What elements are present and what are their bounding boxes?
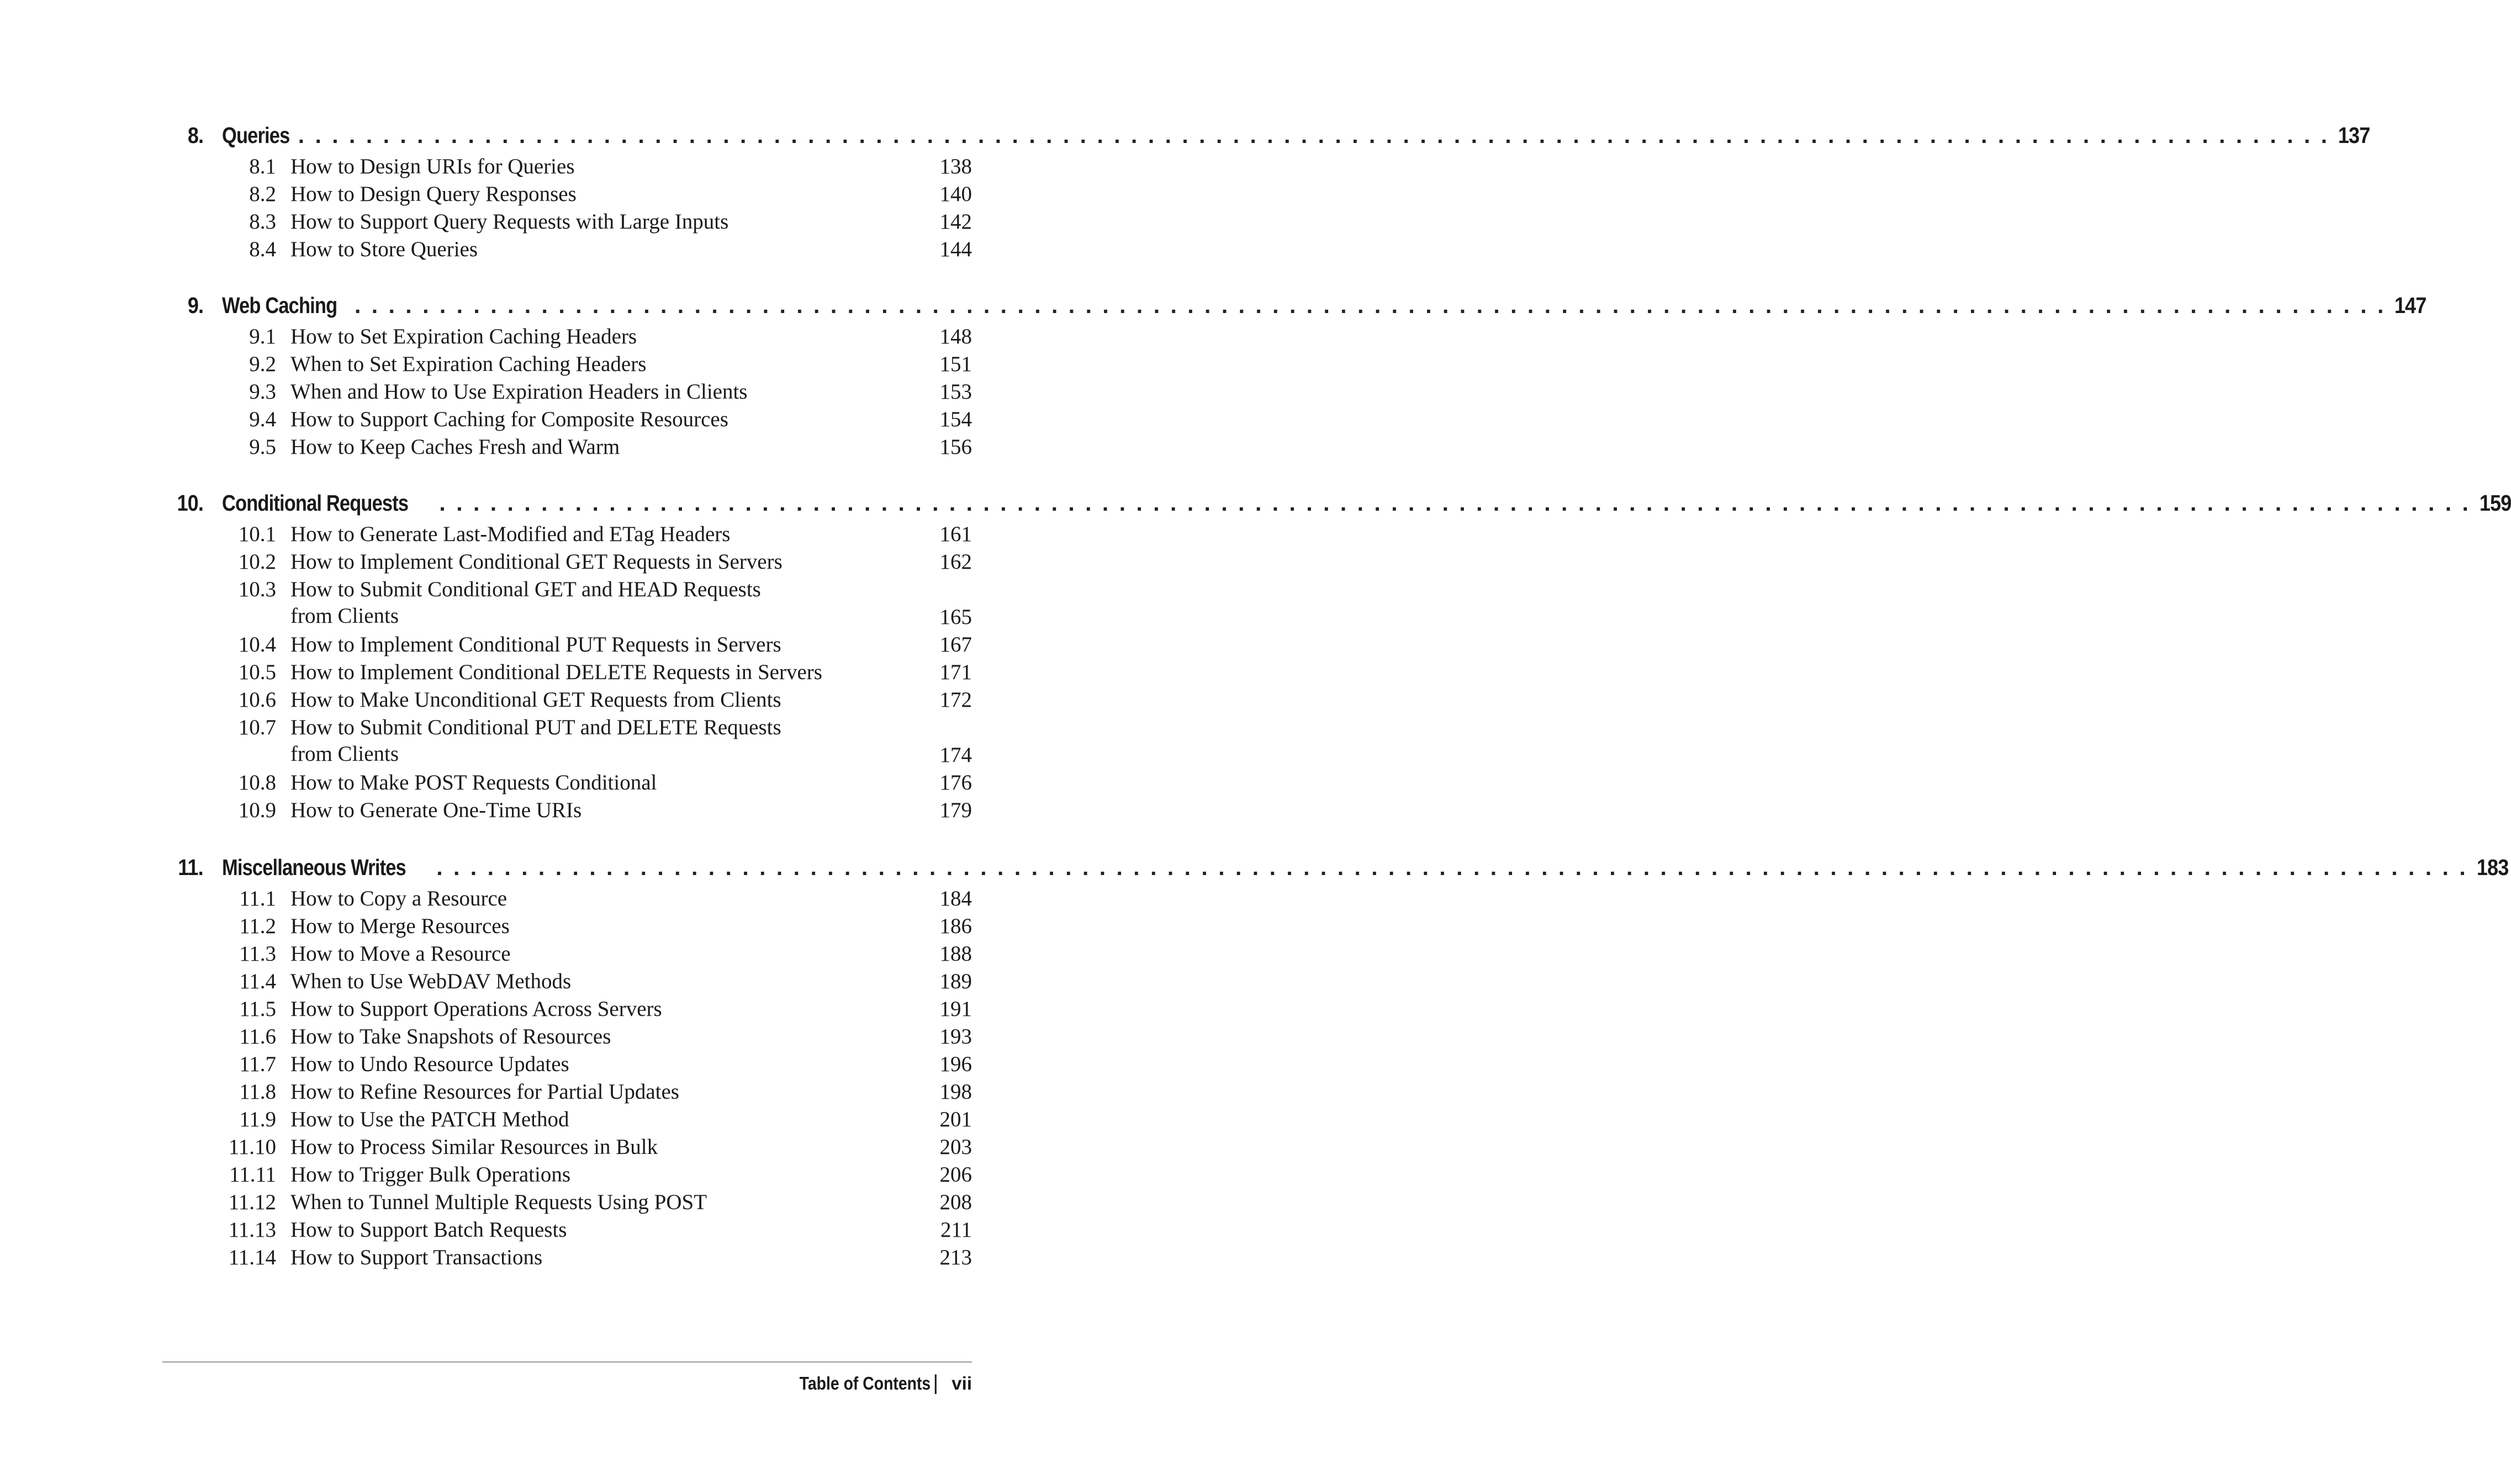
section-number: 11.3 xyxy=(239,942,276,966)
section-number: 11.13 xyxy=(228,1218,276,1242)
section-title: How to Refine Resources for Partial Updates xyxy=(290,1080,679,1104)
section-entry[interactable] xyxy=(0,1051,1131,1078)
section-page-number: 153 xyxy=(939,380,972,404)
section-number: 9.5 xyxy=(249,435,276,459)
section-title: How to Undo Resource Updates xyxy=(290,1052,569,1076)
chapter-title: Conditional Requests xyxy=(222,490,409,516)
section-number: 9.2 xyxy=(249,352,276,376)
section-entry[interactable] xyxy=(0,1217,1131,1243)
section-title: How to Merge Resources xyxy=(290,914,510,938)
footer-page-number: vii xyxy=(951,1372,972,1393)
section-entry[interactable] xyxy=(0,236,1131,263)
section-number: 11.1 xyxy=(239,887,276,910)
section-title: How to Use the PATCH Method xyxy=(290,1107,569,1131)
section-number: 11.12 xyxy=(228,1190,276,1214)
dot-leader: . . . . . . . . . . . . . . . . . . . . . . . . . . . . . . . . . . . . . . . . . . . . . . . . . . . . . . . . . . . . . . . . . . . . . . . . . . . . . . . . . . . . . . . . . . . . . . . . . . . . . . . . . . . . . . . . . . . . . . . . xyxy=(439,490,2471,516)
chapter-line xyxy=(222,490,2511,516)
section-page-number: 151 xyxy=(939,352,972,376)
section-number: 11.7 xyxy=(239,1052,276,1076)
chapter-line xyxy=(222,293,2427,319)
chapter-page-number: 137 xyxy=(2338,123,2370,148)
section-title: How to Make POST Requests Conditional xyxy=(290,771,657,794)
section-entry[interactable] xyxy=(0,576,1131,632)
section-entry[interactable] xyxy=(0,1024,1131,1050)
section-number: 10.8 xyxy=(238,771,276,794)
section-title: How to Support Batch Requests xyxy=(290,1218,567,1242)
section-page-number: 156 xyxy=(939,435,972,459)
section-page-number: 196 xyxy=(939,1052,972,1076)
section-page-number: 213 xyxy=(939,1246,972,1269)
section-number: 8.3 xyxy=(249,210,276,234)
section-page-number: 172 xyxy=(939,688,972,712)
footer-rule xyxy=(162,1361,972,1363)
dot-leader: . . . . . . . . . . . . . . . . . . . . . . . . . . . . . . . . . . . . . . . . . . . . . . . . . . . . . . . . . . . . . . . . . . . . . . . . . . . . . . . . . . . . . . . . . . . . . . . . . . . . . . . . . . . . . . . . . . . . . . . . xyxy=(436,855,2468,880)
section-entry[interactable] xyxy=(0,324,1131,350)
section-title: When and How to Use Expiration Headers in Clients xyxy=(290,380,748,404)
section-number: 9.4 xyxy=(249,407,276,431)
chapter-number: 10. xyxy=(177,490,203,516)
section-page-number: 138 xyxy=(939,155,972,178)
section-page-number: 203 xyxy=(939,1135,972,1159)
section-number: 8.2 xyxy=(249,182,276,206)
section-entry[interactable] xyxy=(0,1079,1131,1105)
section-entry[interactable] xyxy=(0,632,1131,658)
section-title: How to Submit Conditional GET and HEAD Requests xyxy=(290,577,761,601)
section-entry[interactable] xyxy=(0,941,1131,967)
section-title: How to Trigger Bulk Operations xyxy=(290,1163,570,1186)
chapter-line xyxy=(222,123,2370,149)
chapter-number: 11. xyxy=(178,855,203,880)
section-number: 10.7 xyxy=(238,716,276,739)
section-page-number: 174 xyxy=(939,743,972,767)
section-page-number: 176 xyxy=(939,771,972,794)
section-title: How to Implement Conditional DELETE Requests in Servers xyxy=(290,660,822,684)
section-title: How to Store Queries xyxy=(290,237,478,261)
section-page-number: 167 xyxy=(939,633,972,656)
section-page-number: 154 xyxy=(939,407,972,431)
section-number: 10.3 xyxy=(238,577,276,601)
section-page-number: 142 xyxy=(939,210,972,234)
section-number: 11.11 xyxy=(229,1163,276,1186)
section-number: 11.6 xyxy=(239,1025,276,1048)
section-entry[interactable] xyxy=(0,714,1131,770)
section-page-number: 191 xyxy=(939,997,972,1021)
section-entry[interactable] xyxy=(0,659,1131,686)
section-page-number: 161 xyxy=(939,522,972,546)
section-entry[interactable] xyxy=(0,351,1131,378)
section-page-number: 211 xyxy=(940,1218,972,1242)
section-entry[interactable] xyxy=(0,379,1131,405)
section-title: How to Implement Conditional PUT Requests in Servers xyxy=(290,633,781,656)
section-title: How to Submit Conditional PUT and DELETE Requests xyxy=(290,716,781,739)
section-title: How to Support Transactions xyxy=(290,1246,543,1269)
section-entry[interactable] xyxy=(0,913,1131,940)
section-number: 11.8 xyxy=(239,1080,276,1104)
section-page-number: 193 xyxy=(939,1025,972,1048)
section-title: How to Support Operations Across Servers xyxy=(290,997,662,1021)
section-entry[interactable] xyxy=(0,1189,1131,1216)
section-title: How to Implement Conditional GET Requests in Servers xyxy=(290,550,783,574)
section-title: How to Set Expiration Caching Headers xyxy=(290,325,637,348)
section-entry[interactable] xyxy=(0,1244,1131,1271)
section-number: 11.9 xyxy=(239,1107,276,1131)
section-title: When to Tunnel Multiple Requests Using POST xyxy=(290,1190,707,1214)
section-page-number: 144 xyxy=(939,237,972,261)
section-page-number: 140 xyxy=(939,182,972,206)
section-number: 10.5 xyxy=(238,660,276,684)
section-page-number: 188 xyxy=(939,942,972,966)
chapter-line xyxy=(222,855,2509,881)
section-page-number: 171 xyxy=(939,660,972,684)
footer-separator: | xyxy=(933,1371,939,1395)
section-entry[interactable] xyxy=(0,1106,1131,1133)
section-entry[interactable] xyxy=(0,770,1131,796)
section-entry[interactable] xyxy=(0,181,1131,208)
page-footer xyxy=(778,1371,972,1395)
section-title: When to Set Expiration Caching Headers xyxy=(290,352,647,376)
section-title-continuation: from Clients xyxy=(290,742,399,766)
section-entry[interactable] xyxy=(0,434,1131,460)
chapter-number: 9. xyxy=(187,293,203,318)
section-number: 11.2 xyxy=(239,914,276,938)
section-entry[interactable] xyxy=(0,521,1131,548)
section-number: 11.14 xyxy=(228,1246,276,1269)
section-title: How to Support Caching for Composite Resources xyxy=(290,407,728,431)
chapter-heading[interactable] xyxy=(0,855,2509,884)
section-entry[interactable] xyxy=(0,209,1131,235)
section-title: How to Design Query Responses xyxy=(290,182,577,206)
chapter-heading[interactable] xyxy=(0,293,2427,322)
section-page-number: 184 xyxy=(939,887,972,910)
section-number: 11.10 xyxy=(228,1135,276,1159)
chapter-page-number: 183 xyxy=(2476,855,2509,880)
section-entry[interactable] xyxy=(0,153,1131,180)
chapter-page-number: 159 xyxy=(2479,490,2511,516)
section-number: 8.4 xyxy=(249,237,276,261)
section-title: How to Process Similar Resources in Bulk xyxy=(290,1135,658,1159)
section-number: 11.5 xyxy=(239,997,276,1021)
section-page-number: 179 xyxy=(939,798,972,822)
section-entry[interactable] xyxy=(0,687,1131,713)
section-entry[interactable] xyxy=(0,996,1131,1022)
section-entry[interactable] xyxy=(0,1134,1131,1160)
section-entry[interactable] xyxy=(0,797,1131,824)
section-page-number: 186 xyxy=(939,914,972,938)
section-title-continuation: from Clients xyxy=(290,604,399,628)
dot-leader: . . . . . . . . . . . . . . . . . . . . . . . . . . . . . . . . . . . . . . . . . . . . . . . . . . . . . . . . . . . . . . . . . . . . . . . . . . . . . . . . . . . . . . . . . . . . . . . . . . . . . . . . . . . . . . . . . . . . . . . . xyxy=(298,123,2330,148)
section-entry[interactable] xyxy=(0,1162,1131,1188)
section-entry[interactable] xyxy=(0,886,1131,912)
section-title: How to Support Query Requests with Large Inputs xyxy=(290,210,729,234)
chapter-title: Web Caching xyxy=(222,293,337,318)
section-title: How to Generate One-Time URIs xyxy=(290,798,582,822)
section-number: 11.4 xyxy=(239,969,276,993)
section-entry[interactable] xyxy=(0,406,1131,433)
section-number: 10.9 xyxy=(238,798,276,822)
section-number: 9.3 xyxy=(249,380,276,404)
chapter-title: Miscellaneous Writes xyxy=(222,855,406,880)
section-number: 10.6 xyxy=(238,688,276,712)
section-page-number: 165 xyxy=(939,605,972,629)
chapter-number: 8. xyxy=(187,123,203,148)
footer-label: Table of Contents xyxy=(799,1372,931,1393)
section-title: How to Keep Caches Fresh and Warm xyxy=(290,435,620,459)
chapter-title: Queries xyxy=(222,123,290,148)
section-page-number: 148 xyxy=(939,325,972,348)
section-title: How to Move a Resource xyxy=(290,942,511,966)
section-number: 10.1 xyxy=(238,522,276,546)
section-title: How to Design URIs for Queries xyxy=(290,155,575,178)
section-entry[interactable] xyxy=(0,549,1131,575)
section-number: 8.1 xyxy=(249,155,276,178)
chapter-page-number: 147 xyxy=(2394,293,2427,318)
section-number: 10.2 xyxy=(238,550,276,574)
section-page-number: 189 xyxy=(939,969,972,993)
section-page-number: 162 xyxy=(939,550,972,574)
section-title: When to Use WebDAV Methods xyxy=(290,969,572,993)
section-number: 9.1 xyxy=(249,325,276,348)
section-title: How to Copy a Resource xyxy=(290,887,508,910)
chapter-heading[interactable] xyxy=(0,490,2511,520)
section-title: How to Make Unconditional GET Requests from Clients xyxy=(290,688,781,712)
section-number: 10.4 xyxy=(238,633,276,656)
section-page-number: 206 xyxy=(939,1163,972,1186)
section-page-number: 201 xyxy=(939,1107,972,1131)
section-title: How to Take Snapshots of Resources xyxy=(290,1025,611,1048)
dot-leader: . . . . . . . . . . . . . . . . . . . . . . . . . . . . . . . . . . . . . . . . . . . . . . . . . . . . . . . . . . . . . . . . . . . . . . . . . . . . . . . . . . . . . . . . . . . . . . . . . . . . . . . . . . . . . . . . . . . . . . . . xyxy=(354,293,2386,318)
chapter-heading[interactable] xyxy=(0,123,2370,152)
section-page-number: 208 xyxy=(939,1190,972,1214)
section-entry[interactable] xyxy=(0,968,1131,995)
section-page-number: 198 xyxy=(939,1080,972,1104)
section-title: How to Generate Last-Modified and ETag Headers xyxy=(290,522,731,546)
